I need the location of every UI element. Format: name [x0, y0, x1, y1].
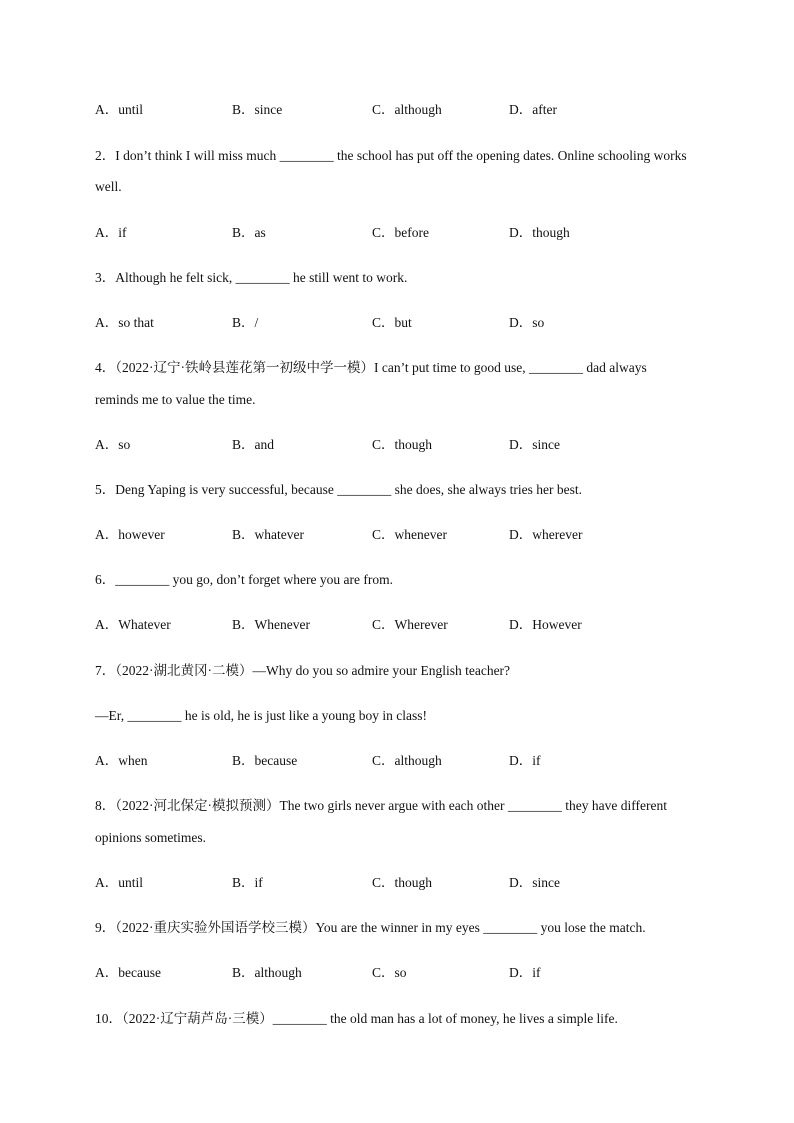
- options-row-q6: [95, 616, 655, 634]
- question-7-stem-line-2: —Er, ________ he is old, he is just like a young boy in class!: [95, 708, 428, 723]
- question-4-stem-line-1: 4．（2022·辽宁·铁岭县莲花第一初级中学一模）I can’t put time to good use, ________ dad always: [95, 360, 647, 375]
- option-b[interactable]: B．since: [232, 102, 283, 117]
- options-row-q9: [95, 964, 655, 982]
- options-row-q8: [95, 874, 655, 892]
- option-c[interactable]: C．whenever: [372, 527, 447, 542]
- option-c[interactable]: C．but: [372, 315, 412, 330]
- option-a[interactable]: A．if: [95, 225, 127, 240]
- option-d[interactable]: D．wherever: [509, 527, 583, 542]
- option-c[interactable]: C．although: [372, 102, 442, 117]
- question-5-stem-line-1: 5．Deng Yaping is very successful, because ________ she does, she always tries her best.: [95, 482, 583, 497]
- option-a[interactable]: A．Whatever: [95, 617, 171, 632]
- options-row-q5: [95, 526, 655, 544]
- question-4-stem-line-2: reminds me to value the time.: [95, 392, 256, 407]
- option-d[interactable]: D．if: [509, 753, 541, 768]
- question-8-stem-line-1: 8．（2022·河北保定·模拟预测）The two girls never argue with each other ________ they have different: [95, 798, 667, 813]
- question-9-stem-line-1: 9．（2022·重庆实验外国语学校三模）You are the winner in my eyes ________ you lose the match.: [95, 920, 646, 935]
- options-row-q3: [95, 314, 655, 332]
- option-a[interactable]: A．because: [95, 965, 161, 980]
- question-3-stem-line-1: 3．Although he felt sick, ________ he still went to work.: [95, 270, 408, 285]
- option-d[interactable]: D．if: [509, 965, 541, 980]
- option-c[interactable]: C．though: [372, 437, 433, 452]
- question-2-stem-line-2: well.: [95, 179, 122, 194]
- option-a[interactable]: A．so that: [95, 315, 154, 330]
- options-row-q7: [95, 752, 655, 770]
- options-row-q4: [95, 436, 655, 454]
- options-row-q2: [95, 224, 655, 242]
- option-b[interactable]: B．Whenever: [232, 617, 310, 632]
- option-b[interactable]: B．although: [232, 965, 302, 980]
- question-8-stem-line-2: opinions sometimes.: [95, 830, 206, 845]
- option-a[interactable]: A．until: [95, 875, 144, 890]
- option-d[interactable]: D．since: [509, 875, 560, 890]
- option-c[interactable]: C．Wherever: [372, 617, 448, 632]
- option-c[interactable]: C．though: [372, 875, 433, 890]
- option-b[interactable]: B．whatever: [232, 527, 304, 542]
- option-c[interactable]: C．although: [372, 753, 442, 768]
- question-10-stem-line-1: 10．（2022·辽宁葫芦岛·三模）________ the old man has a lot of money, he lives a simple life.: [95, 1011, 618, 1026]
- option-a[interactable]: A．however: [95, 527, 165, 542]
- question-2-stem-line-1: 2．I don’t think I will miss much ________ the school has put off the opening dates. Online schooling works: [95, 148, 687, 163]
- option-b[interactable]: B．because: [232, 753, 298, 768]
- question-7-stem-line-1: 7．（2022·湖北黄冈·二模）—Why do you so admire your English teacher?: [95, 663, 511, 678]
- option-b[interactable]: B．/: [232, 315, 259, 330]
- option-d[interactable]: D．after: [509, 102, 557, 117]
- option-d[interactable]: D．since: [509, 437, 560, 452]
- option-a[interactable]: A．so: [95, 437, 131, 452]
- question-6-stem-line-1: 6．________ you go, don’t forget where you are from.: [95, 572, 393, 587]
- option-d[interactable]: D．However: [509, 617, 582, 632]
- option-d[interactable]: D．though: [509, 225, 570, 240]
- options-row-q1: [95, 101, 655, 119]
- option-b[interactable]: B．and: [232, 437, 274, 452]
- option-a[interactable]: A．until: [95, 102, 144, 117]
- option-c[interactable]: C．so: [372, 965, 407, 980]
- option-b[interactable]: B．as: [232, 225, 266, 240]
- option-b[interactable]: B．if: [232, 875, 263, 890]
- option-c[interactable]: C．before: [372, 225, 429, 240]
- option-d[interactable]: D．so: [509, 315, 545, 330]
- option-a[interactable]: A．when: [95, 753, 148, 768]
